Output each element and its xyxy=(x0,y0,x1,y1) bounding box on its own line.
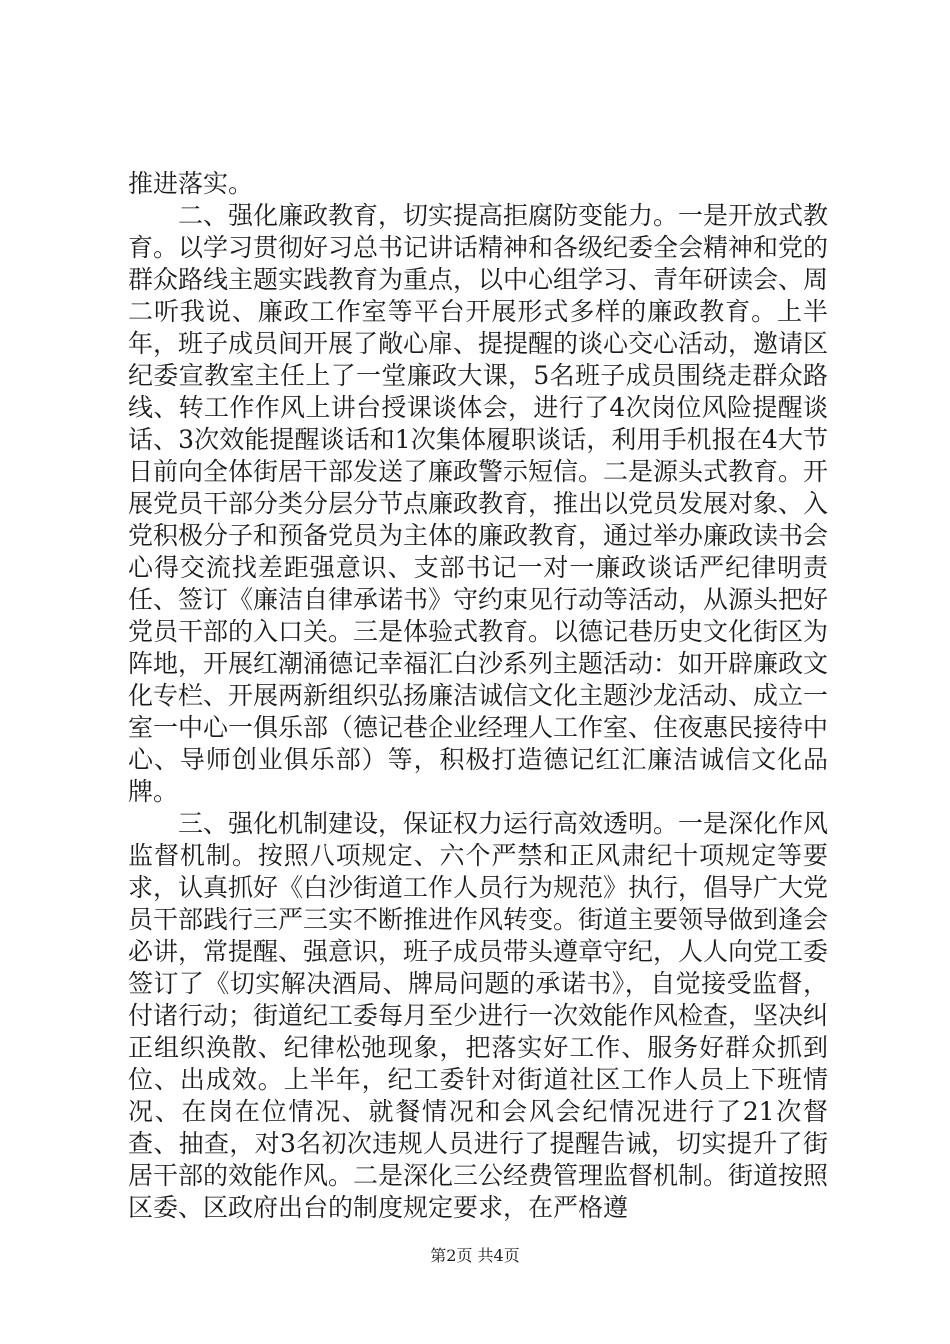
document-body xyxy=(128,168,828,1224)
page-number-footer: 第2页 共4页 xyxy=(430,1246,520,1265)
paragraph-mechanism-building: 三、强化机制建设，保证权力运行高效透明。一是深化作风监督机制。按照八项规定、六个严禁和正风肃纪十项规定等要求，认真抓好《白沙街道工作人员行为规范》执行，倡导广大党员干部践行三严三实不断推进作风转变。街道主要领导做到逢会必讲，常提醒、强意识，班子成员带头遵章守纪，人人向党工委签订了《切实解决酒局、牌局问题的承诺书》，自觉接受监督，付诸行动；街道纪工委每月至少进行一次效能作风检查，坚决纠正组织涣散、纪律松弛现象，把落实好工作、服务好群众抓到位、出成效。上半年，纪工委针对街道社区工作人员上下班情况、在岗在位情况、就餐情况和会风会纪情况进行了21次督查、抽查，对3名初次违规人员进行了提醒告诫，切实提升了街居干部的效能作风。二是深化三公经费管理监督机制。街道按照区委、区政府出台的制度规定要求，在严格遵 xyxy=(128,809,829,1222)
paragraph-integrity-education: 二、强化廉政教育，切实提高拒腐防变能力。一是开放式教育。以学习贯彻好习总书记讲话精神和各级纪委全会精神和党的群众路线主题实践教育为重点，以中心组学习、青年研读会、周二听我说、廉政工作室等平台开展形式多样的廉政教育。上半年，班子成员间开展了敞心扉、提提醒的谈心交心活动，邀请区纪委宣教室主任上了一堂廉政大课，5名班子成员围绕走群众路线、转工作作风上讲台授课谈体会，进行了4次岗位风险提醒谈话、3次效能提醒谈话和1次集体履职谈话，利用手机报在4大节日前向全体街居干部发送了廉政警示短信。二是源头式教育。开展党员干部分类分层分节点廉政教育，推出以党员发展对象、入党积极分子和预备党员为主体的廉政教育，通过举办廉政读书会心得交流找差距强意识、支部书记一对一廉政谈话严纪律明责任、签订《廉洁自律承诺书》守约束见行动等活动，从源头把好党员干部的入口关。三是体验式教育。以德记巷历史文化街区为阵地，开展红潮涌德记幸福汇白沙系列主题活动：如开辟廉政文化专栏、开展两新组织弘扬廉洁诚信文化主题沙龙活动、成立一室一中心一俱乐部（德记巷企业经理人工作室、住夜惠民接待中心、导师创业俱乐部）等，积极打造德记红汇廉洁诚信文化品牌。 xyxy=(128,201,829,806)
paragraph-continuation: 推进落实。 xyxy=(128,169,254,198)
